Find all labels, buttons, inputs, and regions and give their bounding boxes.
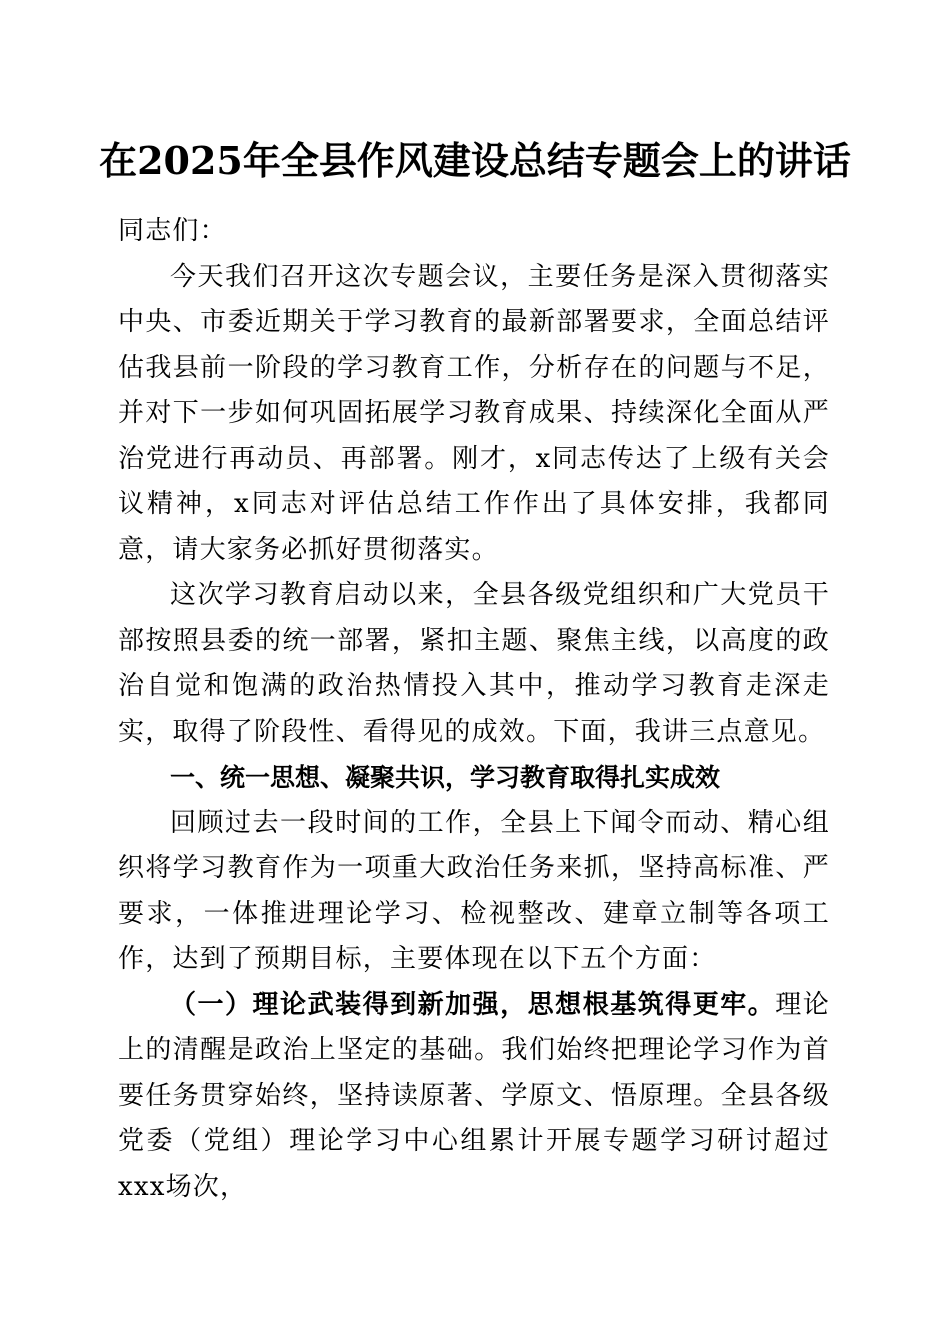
paragraph-opening: 今天我们召开这次专题会议，主要任务是深入贯彻落实中央、市委近期关于学习教育的最新部署要求，全面总结评估我县前一阶段的学习教育工作，分析存在的问题与不足，并对下一步如何巩固拓展学习教育成果、持续深化全面从严治党进行再动员、再部署。刚才，x同志传达了上级有关会议精神，x同志对评估总结工作作出了具体安排，我都同意，请大家务必抓好贯彻落实。 [118, 261, 830, 565]
document-title: 在2025年全县作风建设总结专题会上的讲话 [99, 138, 851, 183]
section-heading-1: 一、统一思想、凝聚共识，学习教育取得扎实成效 [170, 763, 721, 792]
paragraph-theory [118, 983, 830, 1211]
paragraph-theory-body: 理论上的清醒是政治上坚定的基础。我们始终把理论学习作为首要任务贯穿始终，坚持读原著、学原文、悟原理。全县各级党委（党组）理论学习中心组累计开展专题学习研讨超过xxx场次， [118, 989, 830, 1202]
document-body [118, 209, 830, 1210]
salutation: 同志们： [118, 216, 227, 246]
paragraph-review: 回顾过去一段时间的工作，全县上下闻令而动、精心组织将学习教育作为一项重大政治任务来抓，坚持高标准、严要求，一体推进理论学习、检视整改、建章立制等各项工作，达到了预期目标，主要体现在以下五个方面： [118, 807, 830, 974]
subsection-heading-1: （一）理论武装得到新加强，思想根基筑得更牢。 [170, 989, 776, 1020]
paragraph-overview: 这次学习教育启动以来，全县各级党组织和广大党员干部按照县委的统一部署，紧扣主题、聚焦主线，以高度的政治自觉和饱满的政治热情投入其中，推动学习教育走深走实，取得了阶段性、看得见的成效。下面，我讲三点意见。 [118, 580, 830, 747]
